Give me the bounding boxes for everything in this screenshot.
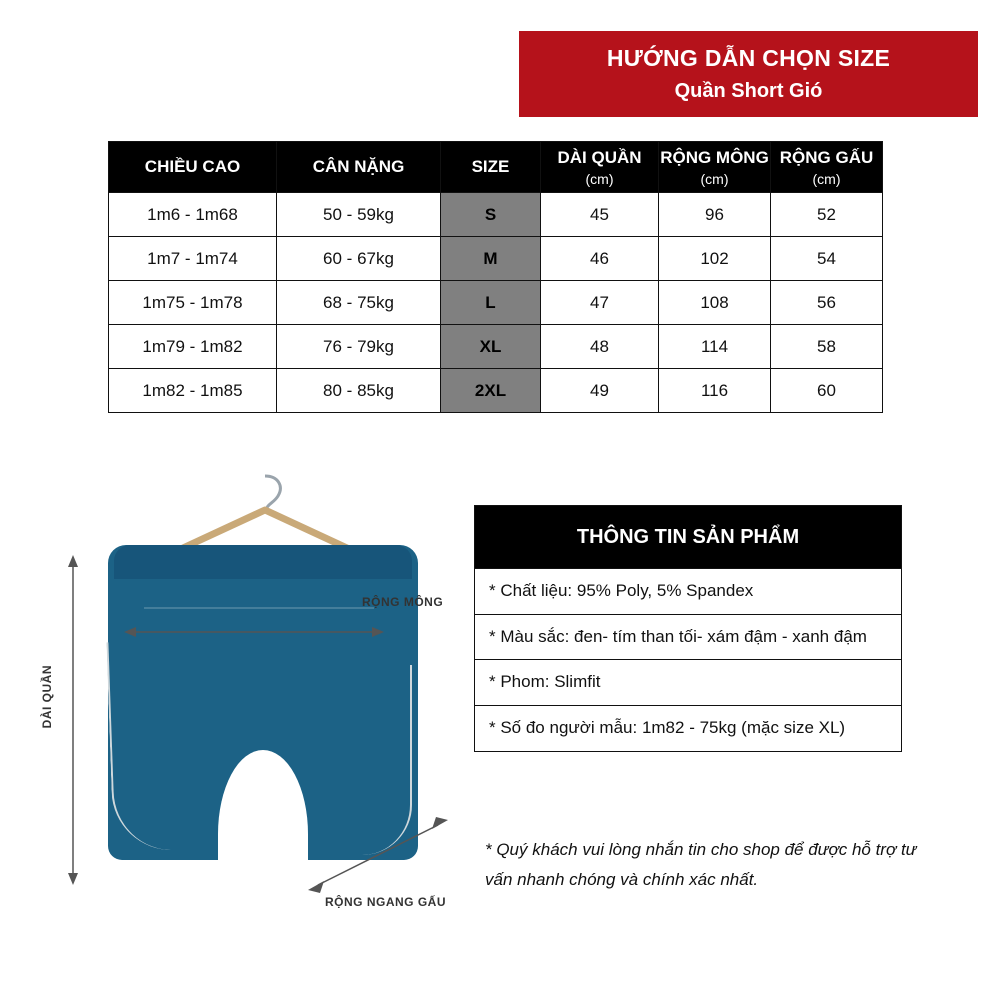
cell-length: 48	[541, 325, 659, 369]
cell-hem: 60	[771, 369, 883, 413]
column-header-size: SIZE	[441, 142, 541, 193]
info-row-material: * Chất liệu: 95% Poly, 5% Spandex	[475, 568, 901, 614]
cell-hip: 96	[659, 193, 771, 237]
cell-hip: 114	[659, 325, 771, 369]
banner-title: HƯỚNG DẪN CHỌN SIZE	[606, 45, 891, 72]
cell-weight: 80 - 85kg	[277, 369, 441, 413]
cell-size: S	[441, 193, 541, 237]
label-hem: RỘNG NGANG GẤU	[325, 895, 446, 909]
info-row-model-size: * Số đo người mẫu: 1m82 - 75kg (mặc size XL)	[475, 705, 901, 751]
info-row-fit: * Phom: Slimfit	[475, 659, 901, 705]
product-info-box	[474, 505, 902, 752]
column-header-height: CHIỀU CAO	[109, 142, 277, 193]
cell-size: L	[441, 281, 541, 325]
cell-size: XL	[441, 325, 541, 369]
table-row	[109, 193, 883, 237]
table-row	[109, 325, 883, 369]
cell-hip: 108	[659, 281, 771, 325]
banner-subtitle: Quần Short Gió	[674, 79, 823, 102]
cell-size: M	[441, 237, 541, 281]
cell-height: 1m7 - 1m74	[109, 237, 277, 281]
cell-length: 46	[541, 237, 659, 281]
shorts-seam	[144, 607, 374, 609]
cell-height: 1m6 - 1m68	[109, 193, 277, 237]
label-length: DÀI QUẦN	[40, 665, 54, 729]
column-header-hip: RỘNG MÔNG (cm)	[659, 142, 771, 193]
cell-weight: 68 - 75kg	[277, 281, 441, 325]
cell-hem: 56	[771, 281, 883, 325]
label-hip: RỘNG MÔNG	[362, 595, 444, 609]
shop-note: * Quý khách vui lòng nhắn tin cho shop để được hỗ trợ tư vấn nhanh chóng và chính xác nhất.	[485, 840, 917, 889]
product-photo	[40, 470, 470, 930]
length-measure-arrow	[58, 555, 88, 885]
cell-height: 1m82 - 1m85	[109, 369, 277, 413]
cell-hip: 102	[659, 237, 771, 281]
cell-length: 47	[541, 281, 659, 325]
cell-weight: 50 - 59kg	[277, 193, 441, 237]
size-guide-banner	[519, 31, 978, 117]
cell-weight: 60 - 67kg	[277, 237, 441, 281]
size-chart-header	[109, 142, 883, 193]
product-info-title: THÔNG TIN SẢN PHẨM	[475, 506, 901, 568]
column-header-length: DÀI QUẦN (cm)	[541, 142, 659, 193]
shorts-stripe-left	[106, 638, 235, 852]
hip-measure-arrow	[124, 622, 384, 642]
cell-length: 45	[541, 193, 659, 237]
cell-size: 2XL	[441, 369, 541, 413]
cell-height: 1m79 - 1m82	[109, 325, 277, 369]
cell-weight: 76 - 79kg	[277, 325, 441, 369]
info-row-color: * Màu sắc: đen- tím than tối- xám đậm - xanh đậm	[475, 614, 901, 660]
cell-length: 49	[541, 369, 659, 413]
cell-height: 1m75 - 1m78	[109, 281, 277, 325]
cell-hem: 58	[771, 325, 883, 369]
cell-hip: 116	[659, 369, 771, 413]
shorts-waistband	[114, 545, 412, 579]
table-row	[109, 237, 883, 281]
table-row	[109, 369, 883, 413]
table-row	[109, 281, 883, 325]
size-chart-table	[108, 141, 883, 413]
cell-hem: 54	[771, 237, 883, 281]
cell-hem: 52	[771, 193, 883, 237]
hem-measure-arrow	[308, 815, 448, 895]
column-header-hem: RỘNG GẤU (cm)	[771, 142, 883, 193]
column-header-weight: CÂN NẶNG	[277, 142, 441, 193]
